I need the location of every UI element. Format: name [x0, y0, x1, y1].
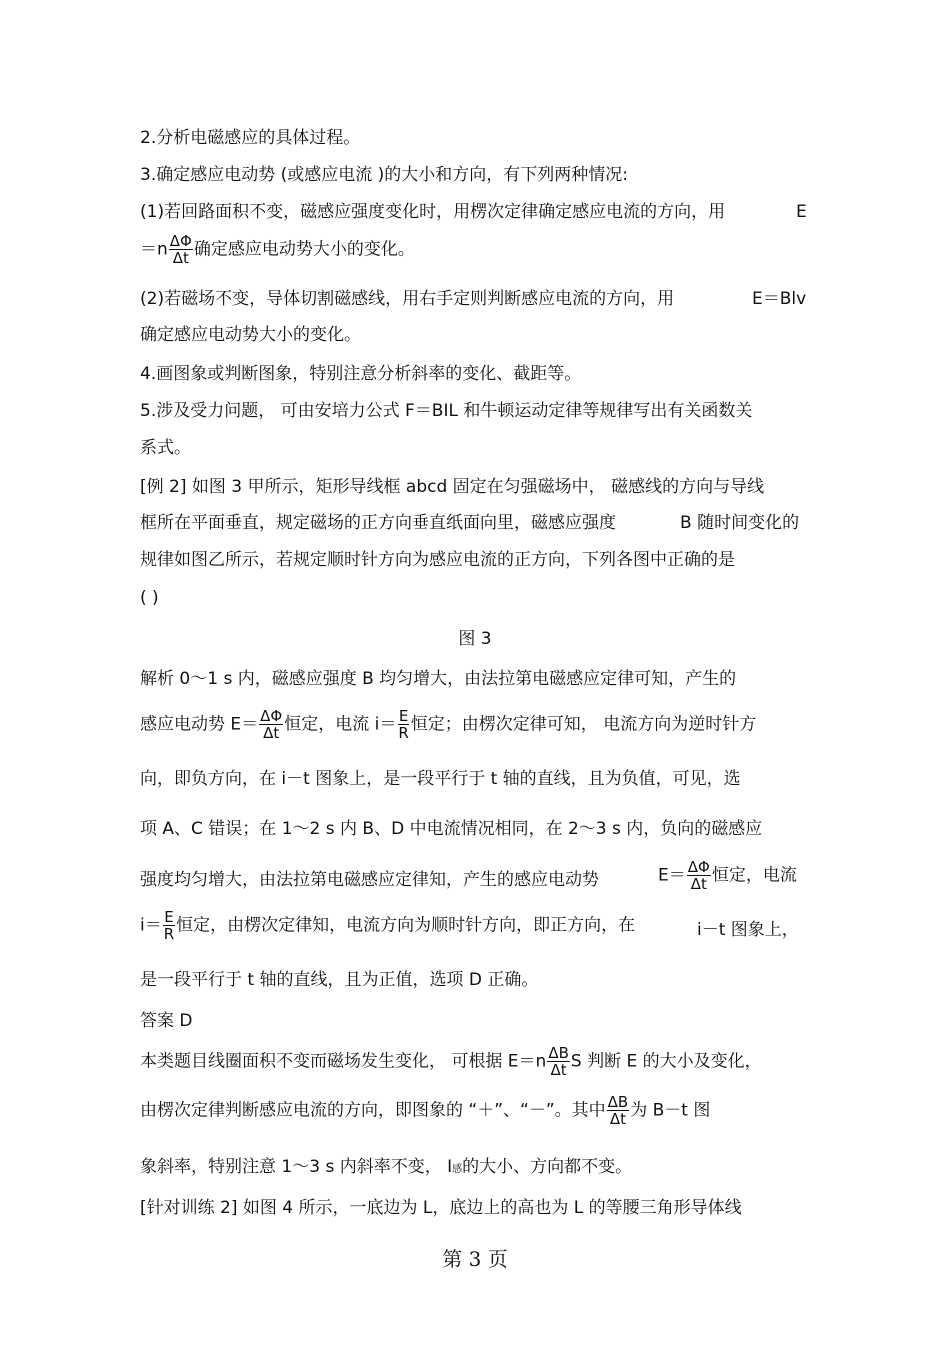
formula-line — [140, 233, 415, 266]
formula-line — [140, 1045, 762, 1078]
fraction-e-r — [163, 909, 175, 942]
text-fragment: 确定感应电动势大小的变化。 — [193, 239, 415, 260]
text-fragment: 恒定，由楞次定律知，电流方向为顺时针方向，即正方向，在 — [176, 915, 636, 936]
fraction-denominator: Δt — [172, 249, 189, 267]
text-line: 向，即负方向，在 i－t 图象上，是一段平行于 t 轴的直线，且为负值，可见，选 — [140, 769, 741, 789]
figure-caption: 图 3 — [458, 629, 492, 649]
fraction-numerator: ΔB — [548, 1044, 569, 1062]
fraction-denominator: R — [163, 925, 175, 943]
fraction-dphi-dt — [259, 708, 283, 741]
text-fragment: E＝ — [658, 865, 686, 886]
formula-tail — [658, 859, 797, 892]
page-number: 第 3 页 — [442, 1247, 508, 1271]
text-line-tail: B 随时间变化的 — [680, 513, 800, 533]
text-line-tail: i－t 图象上， — [697, 920, 799, 940]
text-line: 项 A、C 错误；在 1～2 s 内 B、D 中电流情况相同，在 2～3 s 内，负向的磁感应 — [140, 819, 763, 839]
text-line: 2.分析电磁感应的具体过程。 — [140, 128, 361, 148]
text-fragment: 感应电动势 E＝ — [140, 714, 259, 735]
text-fragment: 恒定，电流 i＝ — [284, 714, 397, 735]
subscript: 感 — [452, 1164, 463, 1175]
fraction-numerator: ΔB — [607, 1093, 629, 1111]
fraction-denominator: Δt — [263, 724, 280, 742]
text-line: 系式。 — [140, 438, 191, 458]
text-line: 4.画图象或判断图象，特别注意分析斜率的变化、截距等。 — [140, 364, 582, 384]
fraction-numerator: ΔΦ — [687, 858, 710, 876]
fraction-db-dt — [547, 1045, 570, 1078]
text-line — [140, 1156, 632, 1181]
text-line: 框所在平面垂直，规定磁场的正方向垂直纸面向里，磁感应强度 — [140, 513, 616, 533]
text-line: 确定感应电动势大小的变化。 — [140, 325, 361, 345]
text-line: [针对训练 2] 如图 4 所示，一底边为 L，底边上的高也为 L 的等腰三角形导体线 — [140, 1198, 742, 1218]
text-fragment: S 判断 E 的大小及变化， — [570, 1051, 762, 1072]
text-fragment: ＝n — [140, 239, 168, 260]
fraction-dphi-dt — [169, 233, 193, 266]
text-fragment: 的大小、方向都不变。 — [462, 1157, 633, 1177]
answer-line: 答案 D — [140, 1011, 193, 1031]
fraction-db-dt — [607, 1094, 630, 1127]
text-fragment: 为 B－t 图 — [630, 1100, 711, 1121]
fraction-numerator: ΔΦ — [260, 707, 283, 725]
fraction-denominator: R — [398, 724, 409, 742]
formula-line — [140, 708, 756, 741]
text-line: 强度均匀增大，由法拉第电磁感应定律知，产生的感应电动势 — [140, 870, 599, 890]
text-line: 规律如图乙所示，若规定顺时针方向为感应电流的正方向，下列各图中正确的是 — [140, 550, 735, 570]
formula-line — [140, 909, 635, 942]
analysis-line: 解析 0～1 s 内，磁感应强度 B 均匀增大，由法拉第电磁感应定律可知，产生的 — [140, 669, 737, 689]
text-fragment: 由楞次定律判断感应电流的方向，即图象的 “＋”、“－”。其中 — [140, 1100, 606, 1121]
fraction-denominator: Δt — [690, 875, 707, 893]
formula-line — [140, 1094, 710, 1127]
fraction-dphi-dt — [687, 859, 711, 892]
fraction-numerator: E — [398, 707, 409, 725]
text-line-tail: E — [796, 202, 807, 222]
text-fragment: 象斜率，特别注意 1～3 s 内斜率不变， I — [140, 1157, 453, 1177]
text-line: ( ) — [140, 588, 159, 608]
text-fragment: i＝ — [140, 915, 162, 936]
text-line: 5.涉及受力问题， 可由安培力公式 F＝BIL 和牛顿运动定律等规律写出有关函数关 — [140, 401, 753, 421]
text-line: (1)若回路面积不变，磁感应强度变化时，用楞次定律确定感应电流的方向，用 — [140, 202, 726, 222]
text-line: (2)若磁场不变，导体切割磁感线，用右手定则判断感应电流的方向，用 — [140, 289, 675, 309]
text-line: 3.确定感应电动势 (或感应电流 )的大小和方向，有下列两种情况: — [140, 165, 629, 185]
text-fragment: 恒定，电流 — [711, 865, 797, 886]
text-fragment: 恒定；由楞次定律可知， 电流方向为逆时针方 — [410, 714, 757, 735]
text-line: 是一段平行于 t 轴的直线，且为正值，选项 D 正确。 — [140, 970, 539, 990]
text-line-tail: E＝Blv — [752, 289, 807, 309]
text-fragment: 本类题目线圈面积不变而磁场发生变化， 可根据 E＝n — [140, 1051, 547, 1072]
fraction-e-r — [397, 708, 409, 741]
fraction-denominator: Δt — [550, 1061, 567, 1079]
text-line: [例 2] 如图 3 甲所示，矩形导线框 abcd 固定在匀强磁场中， 磁感线的方向与导线 — [140, 477, 765, 497]
fraction-numerator: E — [164, 908, 174, 926]
fraction-numerator: ΔΦ — [169, 232, 192, 250]
fraction-denominator: Δt — [609, 1110, 626, 1128]
